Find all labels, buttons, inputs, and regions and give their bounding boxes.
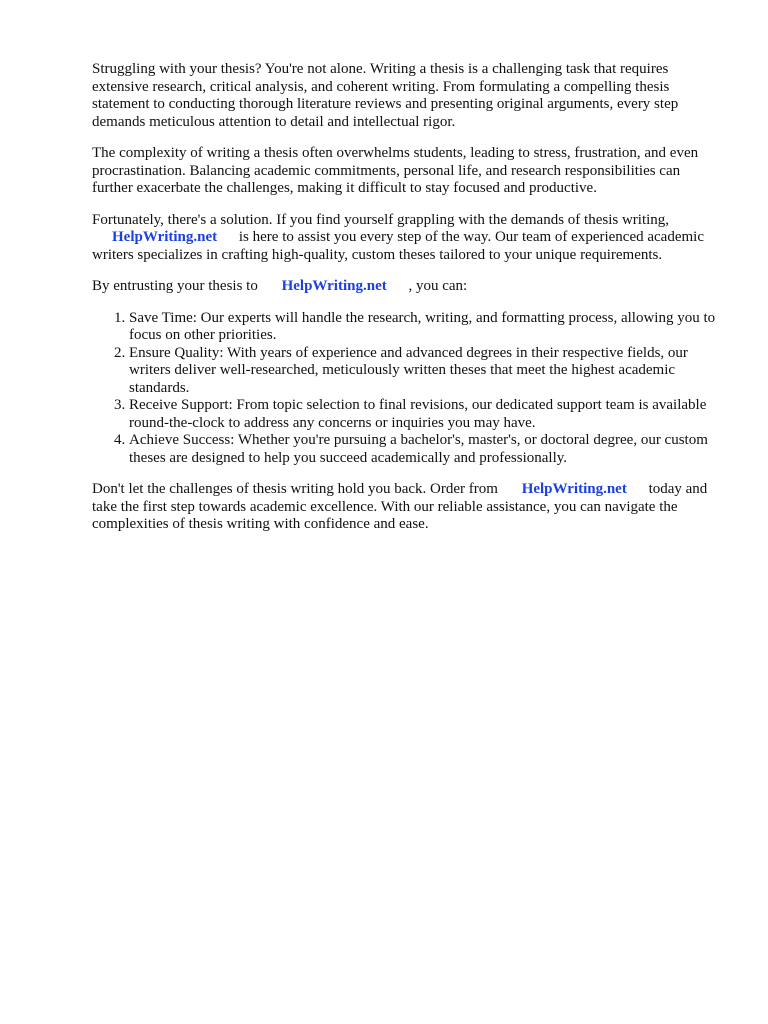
- paragraph-complexity: The complexity of writing a thesis often overwhelms students, leading to stress, frustration, and even procrastination. Balancing academic commitments, personal life, and research responsibilities can further exacerbate the challenges, making it difficult to stay focused and productive.: [92, 145, 699, 196]
- list-item-achieve-success: 4. Achieve Success: Whether you're pursuing a bachelor's, master's, or doctoral degree, our custom theses are designed to help you succeed academically and professionally.: [129, 432, 722, 467]
- document-body: [92, 61, 722, 534]
- entrust-text-before: By entrusting your thesis to: [92, 278, 258, 294]
- paragraph-intro: Struggling with your thesis? You're not alone. Writing a thesis is a challenging task that requires extensive research, critical analysis, and coherent writing. From formulating a compelling thesis statement to conducting thorough literature reviews and presenting original arguments, every step demands meticulous attention to detail and intellectual rigor.: [92, 61, 679, 130]
- paragraph-closing: [92, 481, 722, 534]
- helpwriting-link[interactable]: HelpWriting.net: [112, 229, 218, 245]
- benefits-list: [92, 310, 722, 468]
- paragraph-entrust: [92, 278, 722, 296]
- closing-text-before: Don't let the challenges of thesis writing hold you back. Order from: [92, 481, 498, 497]
- list-item-receive-support: 3. Receive Support: From topic selection to final revisions, our dedicated support team is available round-the-clock to address any concerns or inquiries you may have.: [129, 397, 722, 432]
- helpwriting-link[interactable]: HelpWriting.net: [521, 481, 627, 497]
- solution-text-after: is here to assist you every step of the way. Our team of experienced academic writers specializes in crafting high-quality, custom theses tailored to your unique requirements.: [92, 229, 704, 263]
- closing-text-after: today and take the first step towards academic excellence. With our reliable assistance, you can navigate the complexities of thesis writing with confidence and ease.: [92, 481, 708, 532]
- solution-text-before: Fortunately, there's a solution. If you find yourself grappling with the demands of thesis writing,: [92, 211, 670, 228]
- helpwriting-link[interactable]: HelpWriting.net: [281, 278, 387, 294]
- paragraph-solution: [92, 212, 722, 265]
- entrust-text-after: , you can:: [408, 278, 468, 294]
- list-item-ensure-quality: 2. Ensure Quality: With years of experience and advanced degrees in their respective fields, our writers deliver well-researched, meticulously written theses that meet the highest academic standards.: [129, 345, 722, 398]
- list-item-save-time: 1. Save Time: Our experts will handle the research, writing, and formatting process, allowing you to focus on other priorities.: [129, 310, 722, 345]
